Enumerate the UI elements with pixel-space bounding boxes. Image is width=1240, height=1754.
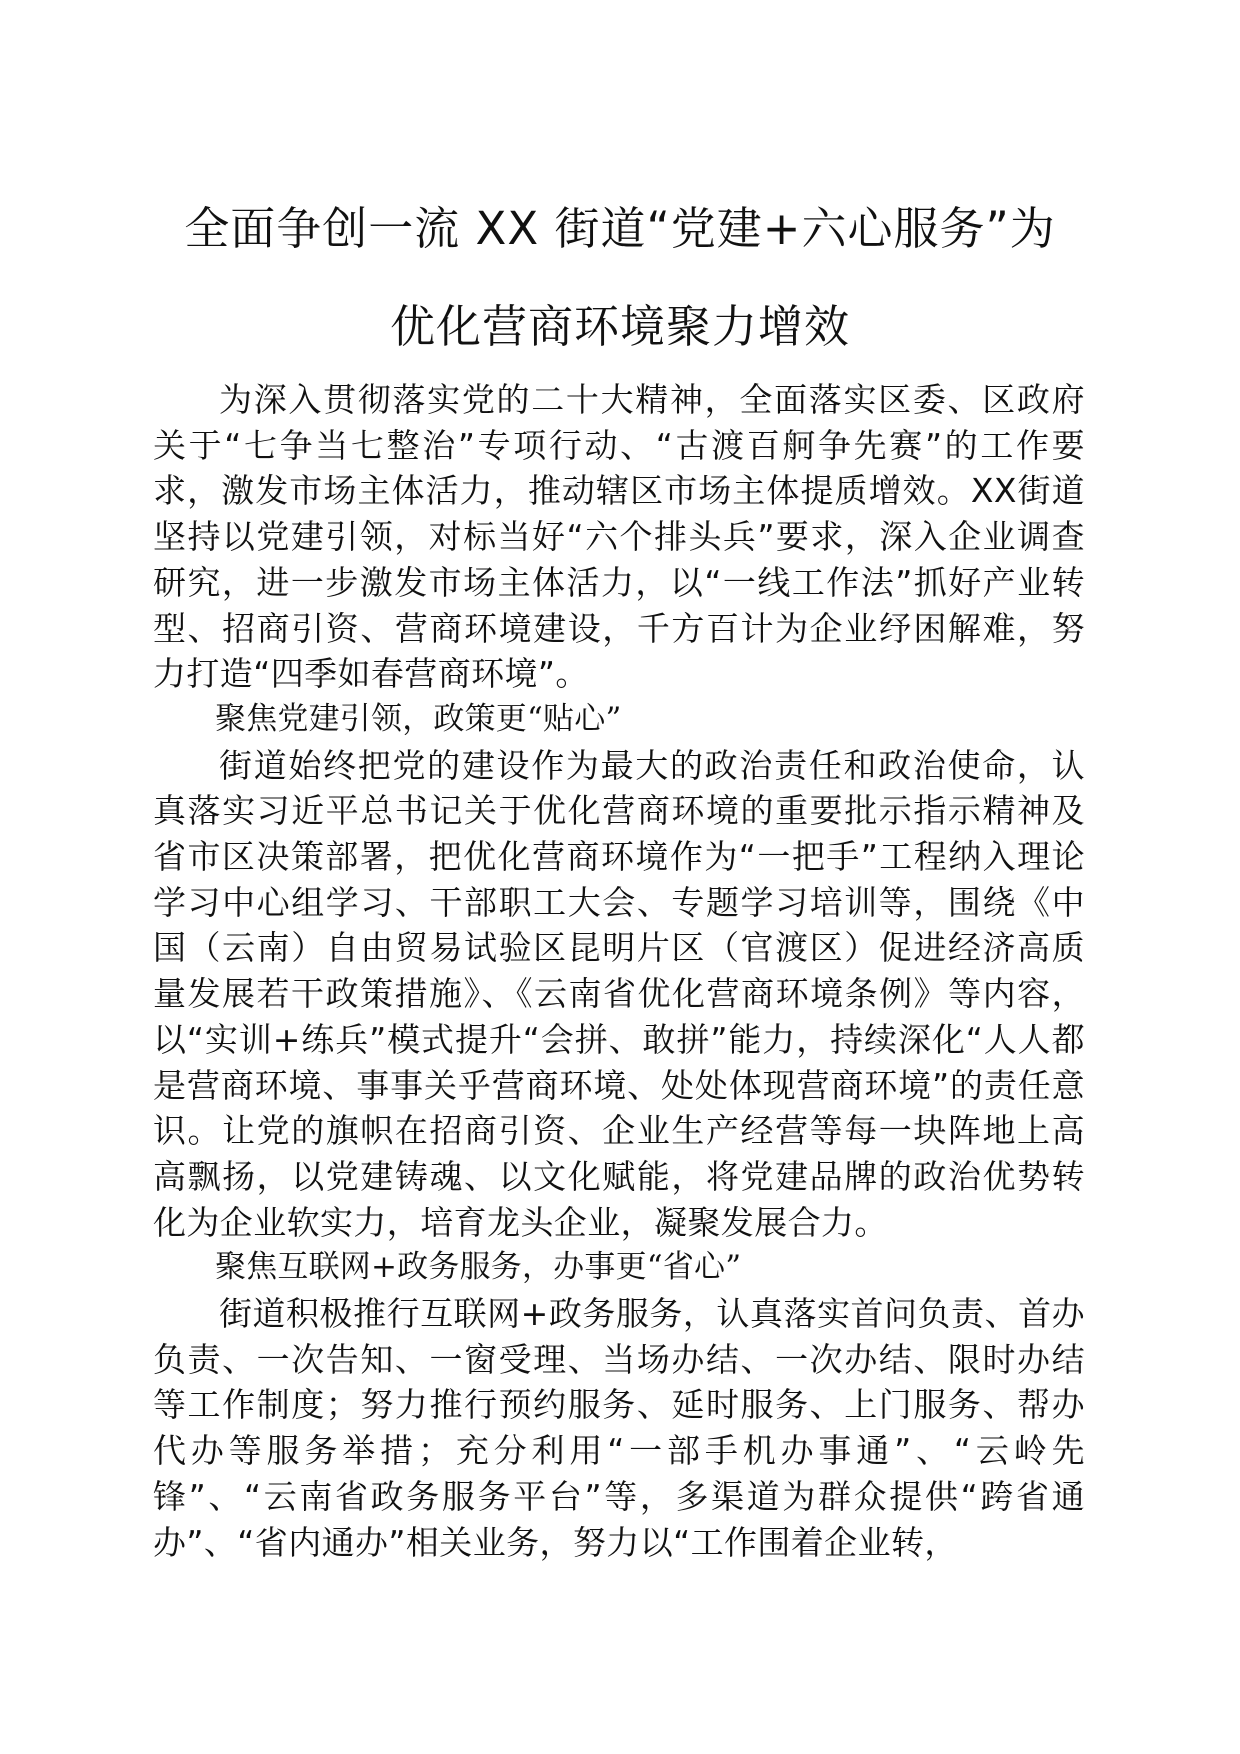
title-line-1: 全面争创一流 XX 街道“党建+六心服务”为 bbox=[184, 202, 1056, 255]
internet-services-paragraph: 街道积极推行互联网+政务服务，认真落实首问负责、首办负责、一次告知、一窗受理、当场办结、一次办结、限时办结等工作制度；努力推行预约服务、延时服务、上门服务、帮办代办等服务举措；充分利用“一部手机办事通”、“云岭先锋”、“云南省政务服务平台”等，多渠道为群众提供“跨省通办”、“省内通办”相关业务，努力以“工作围着企业转， bbox=[153, 1294, 1085, 1562]
title-line-2: 优化营商环境聚力增效 bbox=[389, 300, 850, 353]
party-building-paragraph: 街道始终把党的建设作为最大的政治责任和政治使命，认真落实习近平总书记关于优化营商环境的重要批示指示精神及省市区决策部署，把优化营商环境作为“一把手”工程纳入理论学习中心组学习、干部职工大会、专题学习培训等，围绕《中国（云南）自由贸易试验区昆明片区（官渡区）促进经济高质量发展若干政策措施》、《云南省优化营商环境条例》等内容，以“实训+练兵”模式提升“会拼、敢拼”能力，持续深化“人人都是营商环境、事事关乎营商环境、处处体现营商环境”的责任意识。让党的旗帜在招商引资、企业生产经营等每一块阵地上高高飘扬，以党建铸魂、以文化赋能，将党建品牌的政治优势转化为企业软实力，培育龙头企业，凝聚发展合力。 bbox=[153, 745, 1085, 1242]
intro-paragraph: 为深入贯彻落实党的二十大精神，全面落实区委、区政府关于“七争当七整治”专项行动、“古渡百舸争先赛”的工作要求，激发市场主体活力，推动辖区市场主体提质增效。XX街道坚持以党建引领，对标当好“六个排头兵”要求，深入企业调查研究，进一步激发市场主体活力，以“一线工作法”抓好产业转型、招商引资、营商环境建设，千方百计为企业纾困解难，努力打造“四季如春营商环境”。 bbox=[153, 380, 1085, 694]
document-title bbox=[140, 180, 1100, 376]
section-heading-party-building: 聚焦党建引领，政策更“贴心” bbox=[215, 700, 622, 737]
section-heading-internet-services: 聚焦互联网+政务服务，办事更“省心” bbox=[215, 1249, 742, 1286]
document-body bbox=[153, 377, 1085, 1565]
